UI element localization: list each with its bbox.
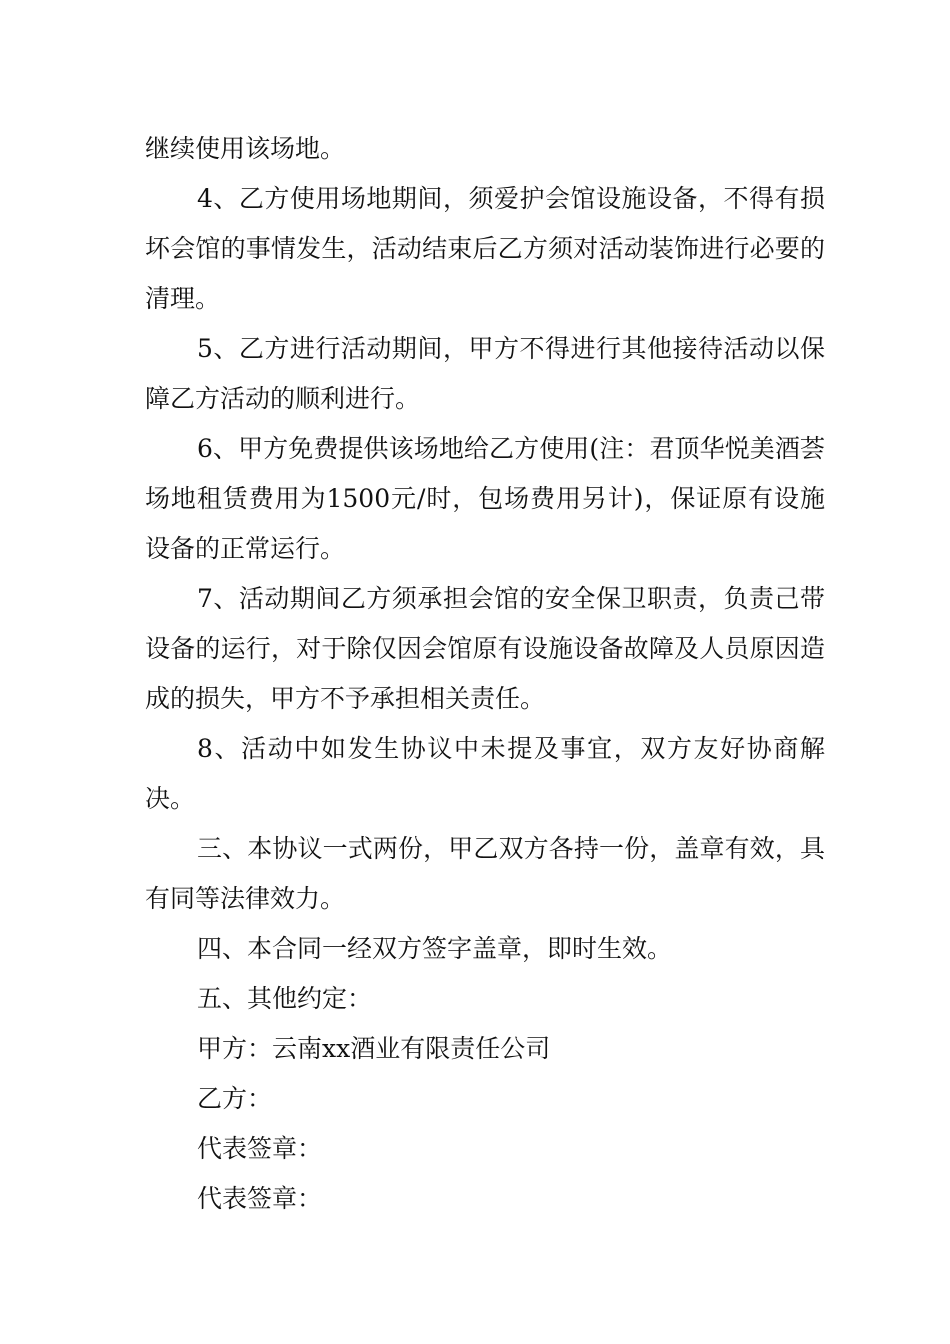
party-a-line: 甲方：云南xx酒业有限责任公司: [197, 1034, 551, 1063]
clause-4: 4、乙方使用场地期间，须爱护会馆设施设备，不得有损坏会馆的事情发生，活动结束后乙方须对活动装饰进行必要的清理。: [145, 184, 825, 313]
clause-8: 8、活动中如发生协议中未提及事宜，双方友好协商解决。: [145, 734, 825, 813]
representative-signature-a: 代表签章：: [197, 1134, 323, 1163]
party-b-line: 乙方：: [197, 1084, 273, 1113]
section-4: 四、本合同一经双方签字盖章，即时生效。: [197, 934, 673, 963]
clause-7: 7、活动期间乙方须承担会馆的安全保卫职责，负责己带设备的运行，对于除仅因会馆原有设施设备故障及人员原因造成的损失，甲方不予承担相关责任。: [145, 584, 825, 713]
section-3: 三、本协议一式两份，甲乙双方各持一份，盖章有效，具有同等法律效力。: [145, 834, 825, 913]
contract-body: [145, 124, 825, 1224]
paragraph-continued: 继续使用该场地。: [145, 134, 346, 163]
representative-signature-b: 代表签章：: [197, 1184, 323, 1213]
section-5: 五、其他约定：: [197, 984, 373, 1013]
clause-6: 6、甲方免费提供该场地给乙方使用(注：君顶华悦美酒荟场地租赁费用为1500元/时，包场费用另计)，保证原有设施设备的正常运行。: [145, 434, 825, 563]
clause-5: 5、乙方进行活动期间，甲方不得进行其他接待活动以保障乙方活动的顺利进行。: [145, 334, 825, 413]
